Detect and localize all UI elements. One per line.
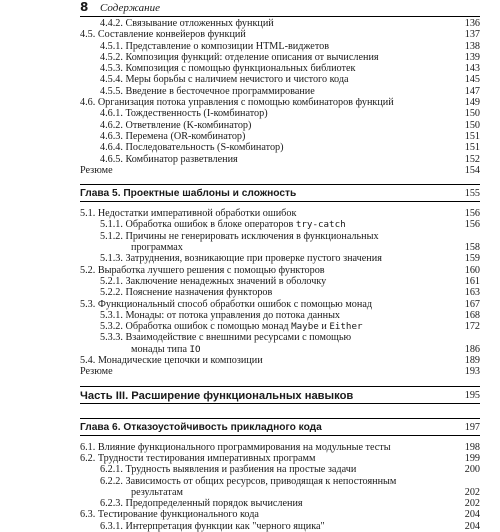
- toc-entry-title: [80, 208, 296, 219]
- toc-entry-title: [100, 464, 356, 475]
- toc-entry[interactable]: [80, 265, 480, 276]
- toc-entry[interactable]: [80, 52, 480, 63]
- toc-entry[interactable]: [80, 63, 480, 74]
- toc-page-number: 156: [464, 208, 480, 220]
- toc-page-number: 167: [464, 298, 480, 310]
- toc-page-number: 186: [464, 343, 480, 355]
- toc-entry-title: [100, 142, 284, 153]
- toc-entry-title: [80, 453, 315, 464]
- entry-text: 4.5.1. Представление о композиции HTML-виджетов: [100, 40, 330, 52]
- toc-entry-title: [80, 419, 322, 437]
- toc-entry-title: [100, 521, 325, 532]
- toc-entry-title: [100, 86, 315, 97]
- spacer: [80, 378, 480, 386]
- toc-entry[interactable]: [80, 453, 480, 464]
- toc-entry-title: [100, 120, 251, 131]
- toc-page-number: 204: [464, 509, 480, 521]
- toc-entry-title: [100, 231, 379, 242]
- entry-text: 4.5. Составление конвейеров функций: [80, 29, 246, 41]
- code-text: Either: [329, 321, 363, 333]
- toc-entry[interactable]: [80, 253, 480, 264]
- toc-page-number: 159: [464, 253, 480, 265]
- toc-entry[interactable]: [80, 120, 480, 131]
- toc-page-number: 156: [464, 219, 480, 231]
- entry-text: Глава 6. Отказоустойчивость прикладного кода: [80, 421, 322, 433]
- toc-page-number: 150: [464, 119, 480, 131]
- entry-text: Резюме: [80, 366, 113, 378]
- entry-text: 4.5.4. Меры борьбы с наличием нечистого и чистого кода: [100, 74, 349, 86]
- toc-page-number: 163: [464, 287, 480, 299]
- toc-entry-title: [80, 265, 325, 276]
- toc-page-number: 195: [464, 389, 480, 401]
- toc-entry-title: [100, 131, 245, 142]
- toc-page-number: 202: [464, 486, 480, 498]
- toc-entry-title: [100, 41, 329, 52]
- toc-entry[interactable]: [80, 276, 480, 287]
- running-title: Содержание: [100, 2, 161, 14]
- entry-text: 6.2.2. Зависимость от общих ресурсов, приводящая к непостоянным: [100, 475, 397, 487]
- entry-text: 4.6. Организация потока управления с помощью комбинаторов функций: [80, 97, 394, 109]
- toc-entry[interactable]: [80, 299, 480, 310]
- toc-entry[interactable]: [80, 154, 480, 165]
- code-text: Maybe: [291, 321, 319, 333]
- toc-page-number: 204: [464, 520, 480, 532]
- entry-text: 5.1.1. Обработка ошибок в блоке операторов: [100, 219, 296, 231]
- table-of-contents: [80, 18, 480, 532]
- entry-text: 4.6.1. Тождественность (I-комбинатор): [100, 108, 268, 120]
- entry-text: 6.2.1. Трудность выявления и разбиения на простые задачи: [100, 464, 357, 476]
- toc-entry-title: [131, 487, 183, 498]
- toc-part[interactable]: [80, 387, 480, 401]
- entry-text: 5.2.1. Заключение ненадежных значений в оболочку: [100, 275, 327, 287]
- toc-entry-title: [100, 287, 272, 298]
- toc-entry[interactable]: [80, 219, 480, 230]
- entry-text: 4.6.2. Ответвление (K-комбинатор): [100, 119, 252, 131]
- entry-text: 5.2.2. Пояснение назначения функторов: [100, 287, 273, 299]
- entry-text: 4.6.5. Комбинатор разветвления: [100, 153, 238, 165]
- toc-entry[interactable]: [80, 310, 480, 321]
- toc-page-number: 137: [464, 29, 480, 41]
- entry-text: 5.4. Монадические цепочки и композиции: [80, 355, 263, 367]
- toc-entry[interactable]: [80, 487, 480, 498]
- page-header: [80, 0, 480, 17]
- entry-text: 5.3.1. Монады: от потока управления до потока данных: [100, 309, 341, 321]
- toc-entry[interactable]: [80, 41, 480, 52]
- toc-page-number: 149: [464, 97, 480, 109]
- toc-entry-title: [80, 299, 372, 310]
- toc-chapter[interactable]: [80, 185, 480, 199]
- toc-page-number: 136: [464, 18, 480, 29]
- toc-entry-title: [80, 366, 113, 377]
- toc-entry[interactable]: [80, 231, 480, 242]
- toc-page-number: 143: [464, 63, 480, 75]
- entry-text: 4.5.5. Введение в бесточечное программирование: [100, 85, 315, 97]
- toc-entry-title: [100, 63, 355, 74]
- toc-entry[interactable]: [80, 142, 480, 153]
- toc-page-number: 197: [464, 421, 480, 433]
- toc-page-number: 145: [464, 74, 480, 86]
- toc-page-number: 155: [464, 188, 480, 200]
- toc-entry[interactable]: [80, 321, 480, 332]
- toc-page-number: 151: [464, 142, 480, 154]
- code-text: try-catch: [295, 219, 346, 231]
- toc-entry-title: [100, 219, 346, 230]
- toc-entry[interactable]: [80, 208, 480, 219]
- entry-text: и: [318, 321, 330, 333]
- toc-entry-title: [131, 344, 201, 355]
- toc-page-number: 200: [464, 464, 480, 476]
- entry-text: Часть III. Расширение функциональных навыков: [80, 389, 354, 402]
- toc-page-number: 160: [464, 264, 480, 276]
- toc-entry[interactable]: [80, 97, 480, 108]
- spacer: [80, 410, 480, 418]
- entry-text: 5.3. Функциональный способ обработки ошибок с помощью монад: [80, 298, 373, 310]
- toc-chapter[interactable]: [80, 419, 480, 433]
- toc-entry-title: [80, 387, 353, 405]
- entry-text: Глава 5. Проектные шаблоны и сложность: [80, 188, 297, 200]
- toc-entry[interactable]: [80, 165, 480, 176]
- toc-entry-title: [80, 355, 263, 366]
- toc-page-number: 150: [464, 108, 480, 120]
- toc-entry[interactable]: [80, 108, 480, 119]
- entry-text: 5.1.3. Затруднения, возникающие при проверке пустого значения: [100, 253, 382, 265]
- toc-entry[interactable]: [80, 18, 480, 29]
- toc-page-number: 154: [464, 164, 480, 176]
- entry-text: 6.3. Тестирование функционального кода: [80, 509, 259, 521]
- toc-entry-title: [80, 442, 391, 453]
- toc-page-number: 199: [464, 452, 480, 464]
- toc-entry[interactable]: [80, 521, 480, 532]
- toc-entry-title: [80, 165, 113, 176]
- toc-entry[interactable]: [80, 476, 480, 487]
- toc-entry-title: [100, 253, 382, 264]
- toc-entry-title: [100, 276, 326, 287]
- toc-page-number: 138: [464, 40, 480, 52]
- toc-page-number: 139: [464, 51, 480, 63]
- toc-entry[interactable]: [80, 366, 480, 377]
- toc-entry-title: [100, 108, 268, 119]
- entry-text: 5.1. Недостатки императивной обработки ошибок: [80, 208, 297, 220]
- toc-entry-title: [100, 310, 340, 321]
- toc-page-number: 189: [464, 355, 480, 367]
- toc-entry-title: [80, 185, 296, 203]
- toc-page-number: 161: [464, 275, 480, 287]
- toc-entry[interactable]: [80, 287, 480, 298]
- toc-entry-title: [131, 242, 183, 253]
- toc-page-number: 198: [464, 441, 480, 453]
- toc-entry[interactable]: [80, 86, 480, 97]
- spacer: [80, 176, 480, 184]
- toc-entry-title: [100, 52, 379, 63]
- toc-entry[interactable]: [80, 464, 480, 475]
- entry-text: 6.1. Влияние функционального программирования на модульные тесты: [80, 441, 391, 453]
- entry-text: 4.6.3. Перемена (OR-комбинатор): [100, 130, 246, 142]
- toc-entry-title: [80, 29, 246, 40]
- toc-page-number: 151: [464, 130, 480, 142]
- toc-page-number: 147: [464, 85, 480, 97]
- toc-entry-title: [100, 154, 238, 165]
- toc-page-number: 193: [464, 366, 480, 378]
- toc-entry-title: [100, 476, 396, 487]
- entry-text: монады типа: [131, 343, 190, 355]
- toc-entry-title: [100, 332, 351, 343]
- toc-page-number: 152: [464, 153, 480, 165]
- entry-text: Резюме: [80, 164, 113, 176]
- entry-text: 6.2.3. Предопределенный порядок вычисления: [100, 498, 303, 510]
- toc-entry[interactable]: [80, 242, 480, 253]
- toc-entry[interactable]: [80, 332, 480, 343]
- toc-entry[interactable]: [80, 344, 480, 355]
- toc-entry-title: [80, 97, 394, 108]
- entry-text: 6.3.1. Интерпретация функции как "черного ящика": [100, 520, 325, 532]
- toc-entry-title: [100, 18, 274, 29]
- toc-page-number: 168: [464, 309, 480, 321]
- toc-page-number: 158: [464, 242, 480, 254]
- entry-text: 6.2. Трудности тестирования императивных программ: [80, 452, 316, 464]
- toc-page-number: 172: [464, 321, 480, 333]
- entry-text: программах: [131, 242, 183, 254]
- entry-text: 4.5.3. Композиция с помощью функциональных библиотек: [100, 63, 356, 75]
- entry-text: 4.6.4. Последовательность (S-комбинатор): [100, 142, 284, 154]
- toc-page-number: 202: [464, 498, 480, 510]
- toc-entry-title: [80, 509, 259, 520]
- toc-entry[interactable]: [80, 355, 480, 366]
- entry-text: 5.3.3. Взаимодействие с внешними ресурсами с помощью: [100, 332, 352, 344]
- toc-entry[interactable]: [80, 131, 480, 142]
- page-number: 8: [80, 0, 89, 14]
- entry-text: 4.4.2. Связывание отложенных функций: [100, 18, 274, 29]
- entry-text: результатам: [131, 486, 183, 498]
- toc-entry[interactable]: [80, 509, 480, 520]
- toc-entry[interactable]: [80, 29, 480, 40]
- toc-entry[interactable]: [80, 442, 480, 453]
- code-text: IO: [189, 343, 201, 355]
- entry-text: 5.3.2. Обработка ошибок с помощью монад: [100, 321, 292, 333]
- entry-text: 5.1.2. Причины не генерировать исключения в функциональных: [100, 230, 379, 242]
- entry-text: 4.5.2. Композиция функций: отделение описания от вычисления: [100, 51, 379, 63]
- toc-entry[interactable]: [80, 74, 480, 85]
- toc-entry-title: [100, 321, 363, 332]
- toc-entry-title: [100, 74, 349, 85]
- entry-text: 5.2. Выработка лучшего решения с помощью функторов: [80, 264, 325, 276]
